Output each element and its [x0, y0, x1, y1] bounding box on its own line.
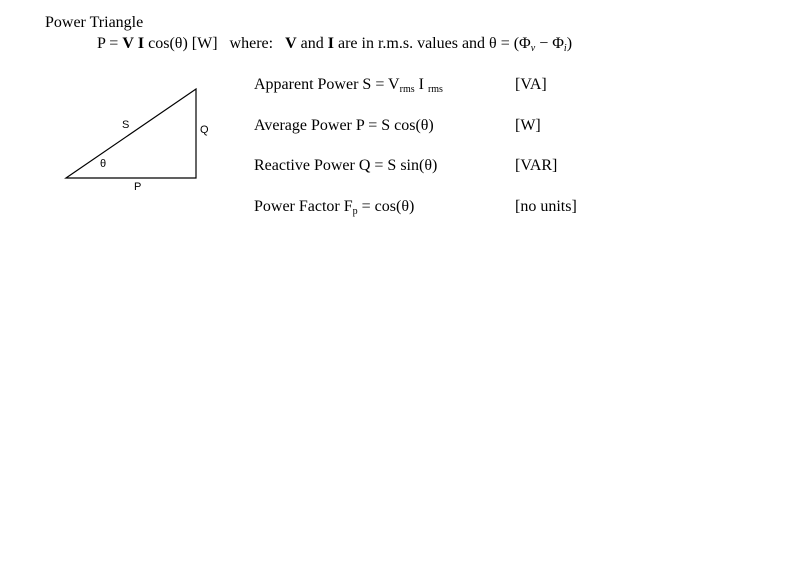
power-factor-post: = cos(θ) — [357, 198, 415, 215]
fp-subscript: p — [352, 206, 358, 217]
formula-cos: cos(θ) [W] — [144, 35, 218, 52]
formula-i: I — [137, 35, 145, 52]
formula-where: where: — [229, 35, 274, 52]
phase-v-subscript: v — [530, 43, 536, 54]
formula-lhs: P = — [97, 35, 123, 52]
power-factor-formula — [254, 198, 414, 217]
formula-and: and — [296, 35, 328, 52]
formula-i-bold: I — [327, 35, 334, 52]
vertical-side-label: Q — [200, 124, 209, 136]
hypotenuse-label: S — [122, 119, 130, 131]
reactive-power-unit: [VAR] — [515, 157, 558, 174]
formula-close: ) — [566, 35, 573, 52]
reactive-power-formula: Reactive Power Q = S sin(θ) — [254, 157, 438, 174]
formula-rms-text: are in r.m.s. values and θ = (Φ — [333, 35, 531, 52]
vrms-subscript: rms — [399, 84, 415, 95]
angle-label: θ — [100, 158, 107, 170]
page-title: Power Triangle — [45, 14, 144, 31]
power-factor-unit: [no units] — [515, 198, 577, 215]
formula-v: V — [122, 35, 134, 52]
apparent-power-formula — [254, 76, 443, 95]
apparent-power-unit: [VA] — [515, 76, 547, 93]
apparent-power-text: Apparent Power S = V — [254, 76, 400, 93]
formula-v-bold: V — [285, 35, 297, 52]
power-factor-text: Power Factor F — [254, 198, 353, 215]
average-power-unit: [W] — [515, 117, 541, 134]
average-power-formula: Average Power P = S cos(θ) — [254, 117, 434, 134]
phase-i-subscript: i — [563, 43, 567, 54]
irms-subscript: rms — [427, 84, 443, 95]
triangle-shape — [66, 89, 196, 178]
apparent-power-mid: I — [414, 76, 428, 93]
formula-minus: − Φ — [535, 35, 564, 52]
base-label: P — [134, 181, 142, 193]
